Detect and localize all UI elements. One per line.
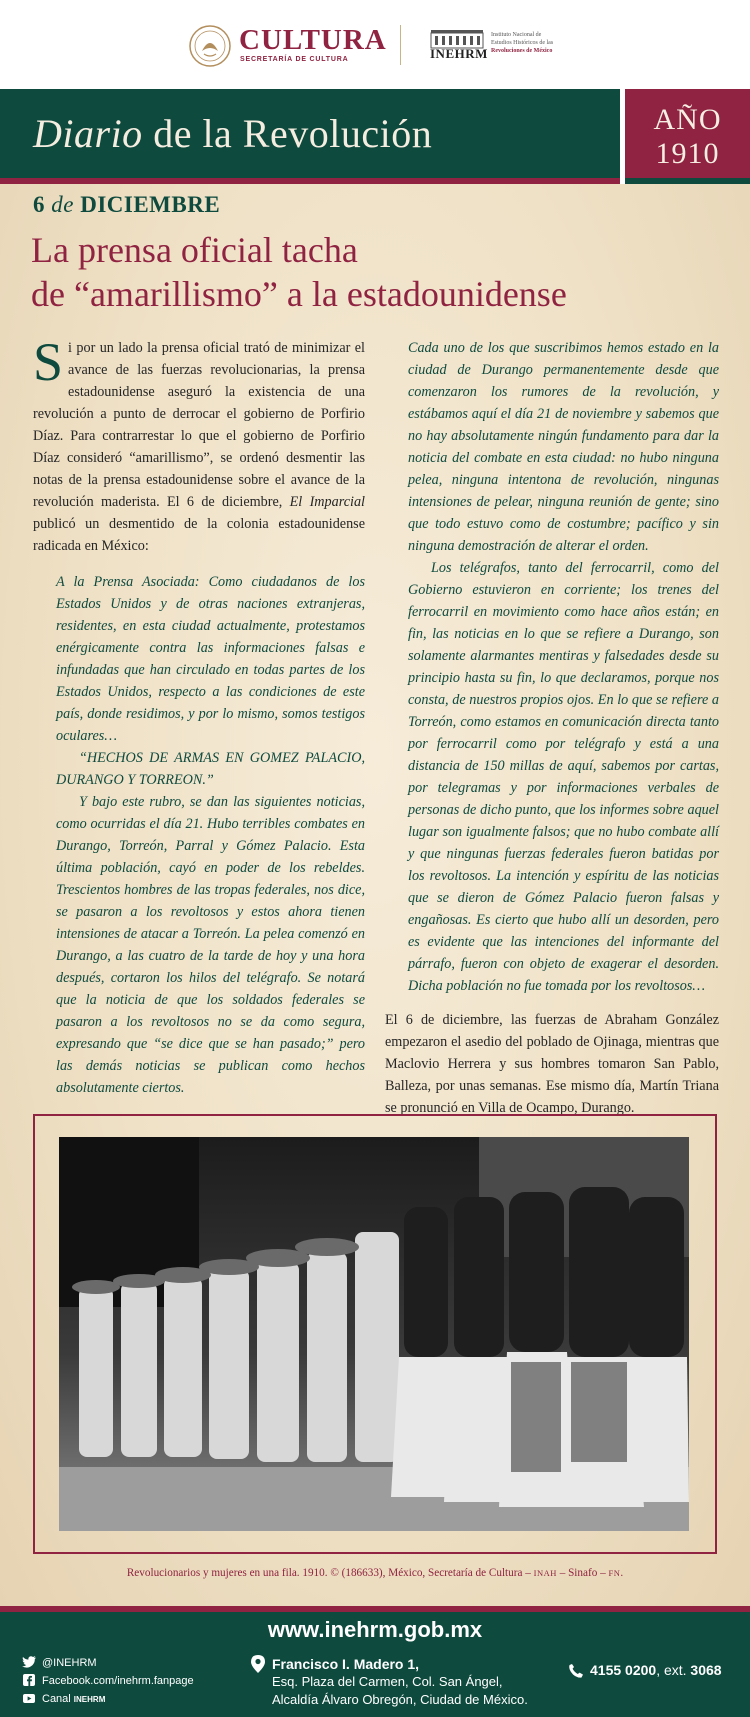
article-column-left	[33, 332, 365, 1099]
address-line: Esq. Plaza del Carmen, Col. San Ángel,	[272, 1674, 503, 1689]
drop-cap: S	[33, 332, 64, 392]
closing-paragraph: El 6 de diciembre, las fuerzas de Abraham González empezaron el asedio del poblado de Ojinaga, mientras que Maclovio Herrera y sus hombres tomaron San Pablo, Balleza, por unas semanas. Ese mismo día, Martín Triana se pronunció en Villa de Ocampo, Durango.	[385, 1012, 719, 1116]
historical-photo	[59, 1137, 689, 1531]
quote-paragraph-continued: Cada uno de los que suscribimos hemos estado en la ciudad de Durango permanentemente desde que comenzaron los rumores de la revolución, y estábamos aquí el día 21 de noviembre y sabemos que no hay absolutamente ningún fundamento para dar la noticia del combate en esta ciudad: no hubo ninguna pelea, ninguna intentona de revolución, ningunas intensiones de pelear, ninguna reunión de gente; sino que todo estuvo como de costumbre; pacífico y sin ninguna demostración de alterar el orden.	[408, 340, 719, 554]
facebook-link[interactable]	[22, 1674, 194, 1687]
intro-paragraph	[33, 332, 365, 557]
headline-line: La prensa oficial tacha	[31, 230, 358, 270]
series-title-rest: de la Revolución	[142, 111, 433, 156]
caption-text: – Sinafo –	[556, 1567, 609, 1579]
series-title	[33, 110, 432, 157]
caption-inah: INAH	[533, 1568, 557, 1578]
address-street: Francisco I. Madero 1,	[272, 1656, 420, 1672]
quote-paragraph: A la Prensa Asociada: Como ciudadanos de los Estados Unidos y de otras naciones extranjeras, residentes, en esta ciudad actualmente, protestamos enérgicamente contra las informaciones falsas e infundadas que han circulado en todas partes de los Estados Unidos, respecto a las condiciones de este país, donde residimos, y por lo mismo, somos testigos oculares…	[56, 574, 365, 744]
youtube-channel: INEHRM	[73, 1695, 106, 1704]
inehrm-name-line: Estudios Históricos de las	[491, 40, 554, 46]
facebook-url: Facebook.com/inehrm.fanpage	[42, 1675, 194, 1687]
phone-ext-label: , ext.	[656, 1662, 691, 1678]
location-pin-icon	[251, 1655, 265, 1673]
twitter-handle: @INEHRM	[42, 1657, 97, 1669]
youtube-prefix: Canal	[42, 1693, 74, 1705]
address-line: Alcaldía Álvaro Obregón, Ciudad de México.	[272, 1692, 528, 1707]
date-day: 6	[33, 192, 45, 217]
article-column-right	[385, 337, 719, 1119]
inehrm-name-line: Instituto Nacional de	[491, 32, 542, 38]
inehrm-full-name	[491, 31, 571, 55]
quote-paragraph: Los telégrafos, tanto del ferrocarril, como del Gobierno estuvieron en corriente; los trenes del ferrocarril en movimiento como hace años están; en fin, las noticias en lo que se refiere a Durango, son solamente alarmantes mentiras y falsedades desde su principio hasta su fin, lo que declaramos, porque nos consta, de nuestros propios ojos. En lo que se refiere a Torreón, como estamos en comunicación directa tanto por ferrocarril como por telégrafo y está a una distancia de 150 millas de aquí, sabemos por cartas, por telegramas y por informaciones verbales de personas de dicho punto, que los informes sobre aquel lugar son igualmente falsos; que no hubo combate allí y que ningunas fuerzas federales fueron batidas por los revoltosos. La intención y espíritu de las noticias que se dieron de Gómez Palacio fueron falsas y engañosas. Es cierto que hubo allí un desorden, pero es evidente que las intenciones del informante del párrafo, fueron con objeto de exagerar el desorden. Dicha población no fue tomada por los revoltosos…	[408, 560, 719, 994]
newspaper-name: El Imparcial	[289, 494, 365, 510]
youtube-link[interactable]	[22, 1692, 105, 1705]
twitter-link[interactable]	[22, 1656, 97, 1669]
headline-line: de “amarillismo” a la estadounidense	[31, 274, 567, 314]
phone-icon	[569, 1664, 583, 1678]
photo-caption	[0, 1567, 750, 1579]
phone-number[interactable]	[590, 1662, 722, 1678]
logo-divider	[400, 25, 401, 65]
address	[272, 1655, 528, 1709]
phone-main: 4155 0200	[590, 1662, 657, 1678]
year-value: 1910	[655, 137, 720, 170]
date-month: DICIEMBRE	[80, 192, 221, 217]
caption-text: Revolucionarios y mujeres en una fila. 1910. © (186633), México, Secretaría de Cultura –	[126, 1567, 534, 1579]
series-title-italic: Diario	[33, 111, 143, 156]
quoted-statement	[56, 571, 365, 1099]
article-date	[33, 192, 220, 218]
twitter-icon	[22, 1656, 36, 1668]
quote-paragraph: Y bajo este rubro, se dan las siguientes noticias, como ocurridas el día 21. Hubo terribles combates en Durango, Torreón, Parral y Gómez Palacio. Esta última población, cayó en poder de los rebeldes. Trescientos hombres de las tropas federales, nos dice, se pasaron a los revoltosos y estos ahora tienen intensiones de atacar a Torreón. La pelea comenzó en Durango, a las cuatro de la tarde de hoy y una hora después, cortaron los hilos del telégrafo. Se notará que la noticia de que los soldados federales se pasaron a los revoltosos no se da como segura, expresando que “se dice que se han pasado;” pero las demás noticias se publican como hechos absolutamente ciertos.	[56, 794, 365, 1096]
cultura-logo-text: CULTURA	[239, 24, 387, 56]
inehrm-name-line: Revoluciones de México	[491, 48, 553, 54]
youtube-icon	[22, 1692, 36, 1704]
phone-ext: 3068	[690, 1662, 722, 1678]
intro-text: i por un lado la prensa oficial trató de minimizar el avance de las fuerzas revolucionarias, la prensa estadounidense aseguró la existencia de una revolución a punto de derrocar el gobierno de Porfirio Díaz. Para contrarrestar lo que el gobierno de Porfirio Díaz consideró “amarillismo”, se ordenó desmentir las notas de la prensa estadounidense sobre el avance de la revolución maderista. El 6 de diciembre,	[33, 340, 365, 510]
facebook-icon	[22, 1674, 36, 1686]
quote-paragraph: “HECHOS DE ARMAS EN GOMEZ PALACIO, DURANGO Y TORREON.”	[56, 750, 365, 788]
inehrm-logo-text: INEHRM	[430, 46, 488, 61]
website-link[interactable]: www.inehrm.gob.mx	[267, 1617, 483, 1642]
quoted-statement-continued	[408, 337, 719, 997]
date-de: de	[51, 192, 74, 217]
headline	[31, 228, 731, 316]
national-seal-icon	[189, 25, 231, 67]
year-label: AÑO	[653, 103, 722, 136]
cultura-logo-subtitle: SECRETARÍA DE CULTURA	[240, 56, 349, 63]
intro-text-end: publicó un desmentido de la colonia estadounidense radicada en México:	[33, 516, 365, 554]
caption-text: .	[620, 1567, 624, 1579]
photo-image	[59, 1137, 689, 1531]
caption-fn: FN	[608, 1568, 621, 1578]
